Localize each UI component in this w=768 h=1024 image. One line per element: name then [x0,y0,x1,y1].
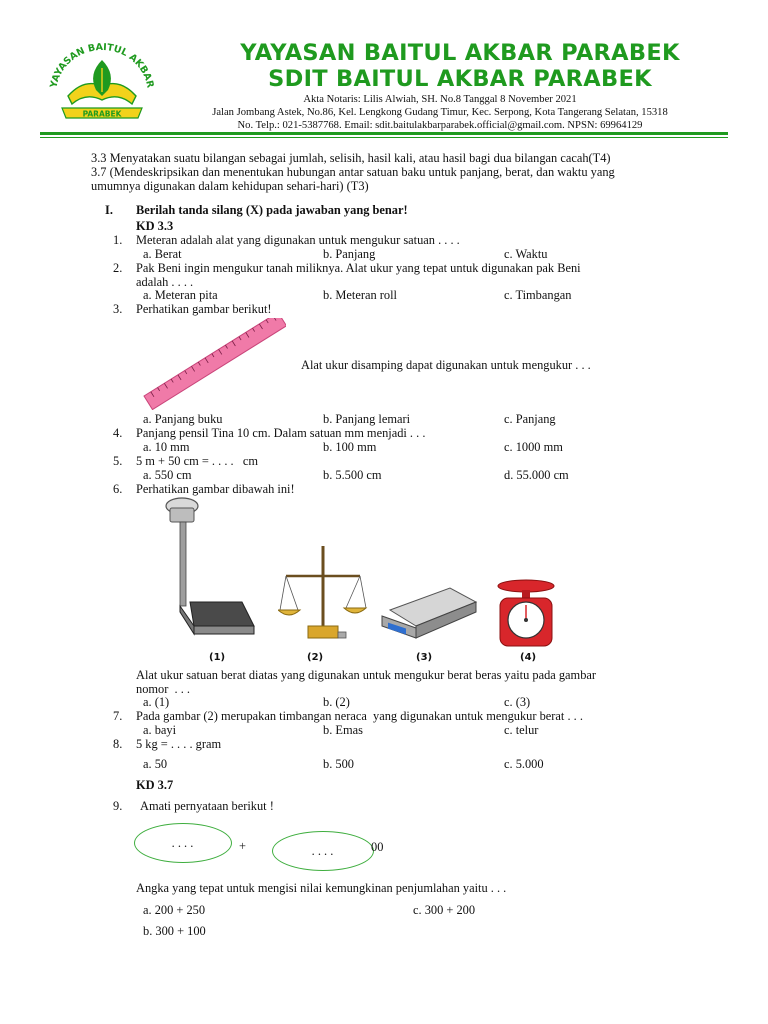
section-instruction: Berilah tanda silang (X) pada jawaban yang benar! [136,203,408,217]
option-b[interactable]: b. Meteran roll [323,288,397,302]
question-number: 5. [113,454,123,468]
answer-oval-1[interactable] [134,823,232,863]
option-c[interactable]: c. 1000 mm [504,440,563,454]
plus-sign: + [239,839,246,853]
question-text: Panjang pensil Tina 10 cm. Dalam satuan mm menjadi . . . [136,426,426,440]
question-number: 1. [113,233,123,247]
question-text-line1: Alat ukur satuan berat diatas yang digunakan untuk mengukur berat beras yaitu pada gambar [136,668,597,682]
question-number: 4. [113,426,123,440]
platform-scale-illustration [150,494,270,650]
option-a[interactable]: a. Berat [143,247,182,261]
option-c[interactable]: c. Timbangan [504,288,572,302]
question-text: 5 m + 50 cm = . . . . cm [136,454,259,468]
question-number: 7. [113,709,123,723]
address-line: Jalan Jombang Astek, No.86, Kel. Lengkong Gudang Timur, Kec. Serpong, Kota Tangerang Selatan, 15318 [212,107,668,118]
kd-3-3-label: KD 3.3 [136,219,174,233]
option-c[interactable]: c. telur [504,723,539,737]
question-text-line1: Pak Beni ingin mengukur tanah miliknya. Alat ukur yang tepat untuk digunakan pak Beni [136,261,581,275]
option-b[interactable]: b. 5.500 cm [323,468,382,482]
option-a[interactable]: a. 200 + 250 [143,903,206,917]
option-a[interactable]: a. (1) [143,695,170,709]
option-b[interactable]: b. Panjang [323,247,376,261]
question-text: Perhatikan gambar berikut! [136,302,272,316]
question-text: Pada gambar (2) merupakan timbangan neraca yang digunakan untuk mengukur berat . . . [136,709,583,723]
option-a[interactable]: a. Panjang buku [143,412,223,426]
option-c[interactable]: c. 5.000 [504,757,544,771]
question-text: Amati pernyataan berikut ! [140,799,274,813]
option-d[interactable]: d. 55.000 cm [504,468,569,482]
question-text: 5 kg = . . . . gram [136,737,222,751]
notary-line: Akta Notaris: Lilis Alwiah, SH. No.8 Tanggal 8 November 2021 [303,94,577,105]
option-a[interactable]: a. 50 [143,757,168,771]
question-number: 9. [113,799,123,813]
sum-result-partial: 00 [371,840,384,854]
kitchen-scale-illustration [494,578,558,650]
school-logo [42,38,162,130]
option-a[interactable]: a. bayi [143,723,177,737]
oval-1-placeholder: . . . . [171,836,194,850]
option-c[interactable]: c. Panjang [504,412,556,426]
logo-arc-text: YAYASAN BAITUL AKBAR [48,41,156,89]
question-prompt: Angka yang tepat untuk mengisi nilai kemungkinan penjumlahan yaitu . . . [136,881,507,895]
logo-banner-text: PARABEK [82,109,122,119]
objective-kd37-line1: 3.7 (Mendeskripsikan dan menentukan hubungan antar satuan baku untuk panjang, berat, dan waktu yang [91,165,615,179]
header-rule-thick [40,132,728,135]
option-b[interactable]: b. 100 mm [323,440,377,454]
question-number: 8. [113,737,123,751]
question-number: 2. [113,261,123,275]
balance-scale-illustration [278,540,368,650]
option-a[interactable]: a. 10 mm [143,440,190,454]
option-c[interactable]: c. 300 + 200 [413,903,476,917]
ruler-side-text: Alat ukur disamping dapat digunakan untuk mengukur . . . [301,358,591,372]
contact-line: No. Telp.: 021-5387768. Email: sdit.baitulakbarparabek.official@gmail.com. NPSN: 69964129 [237,120,643,131]
school-name: SDIT BAITUL AKBAR PARABEK [268,66,652,92]
figure-label-2: (2) [307,652,324,663]
option-c[interactable]: c. (3) [504,695,531,709]
option-b[interactable]: b. 500 [323,757,354,771]
org-name: YAYASAN BAITUL AKBAR PARABEK [240,40,680,66]
ruler-illustration [138,318,286,410]
kd-3-7-label: KD 3.7 [136,778,174,792]
objective-kd37-line2: umumnya digunakan dalam kehidupan sehari-hari) (T3) [91,179,369,193]
question-text-line2: adalah . . . . [136,275,194,289]
section-number: I. [105,203,113,217]
answer-oval-2[interactable] [272,831,374,871]
question-text: Perhatikan gambar dibawah ini! [136,482,295,496]
digital-scale-illustration [380,580,480,646]
question-text: Meteran adalah alat yang digunakan untuk mengukur satuan . . . . [136,233,460,247]
option-a[interactable]: a. 550 cm [143,468,192,482]
option-b[interactable]: b. Panjang lemari [323,412,411,426]
option-c[interactable]: c. Waktu [504,247,548,261]
option-b[interactable]: b. (2) [323,695,350,709]
objective-kd33: 3.3 Menyatakan suatu bilangan sebagai jumlah, selisih, hasil kali, atau hasil bagi dua bilangan cacah(T4) [91,151,611,165]
figure-label-3: (3) [416,652,433,663]
header-rule-thin [40,137,728,138]
option-a[interactable]: a. Meteran pita [143,288,218,302]
figure-label-4: (4) [520,652,537,663]
question-number: 6. [113,482,123,496]
oval-2-placeholder: . . . . [311,844,334,858]
question-text-line2: nomor . . . [136,682,191,696]
option-b[interactable]: b. Emas [323,723,363,737]
option-b[interactable]: b. 300 + 100 [143,924,206,938]
figure-label-1: (1) [209,652,226,663]
question-number: 3. [113,302,123,316]
